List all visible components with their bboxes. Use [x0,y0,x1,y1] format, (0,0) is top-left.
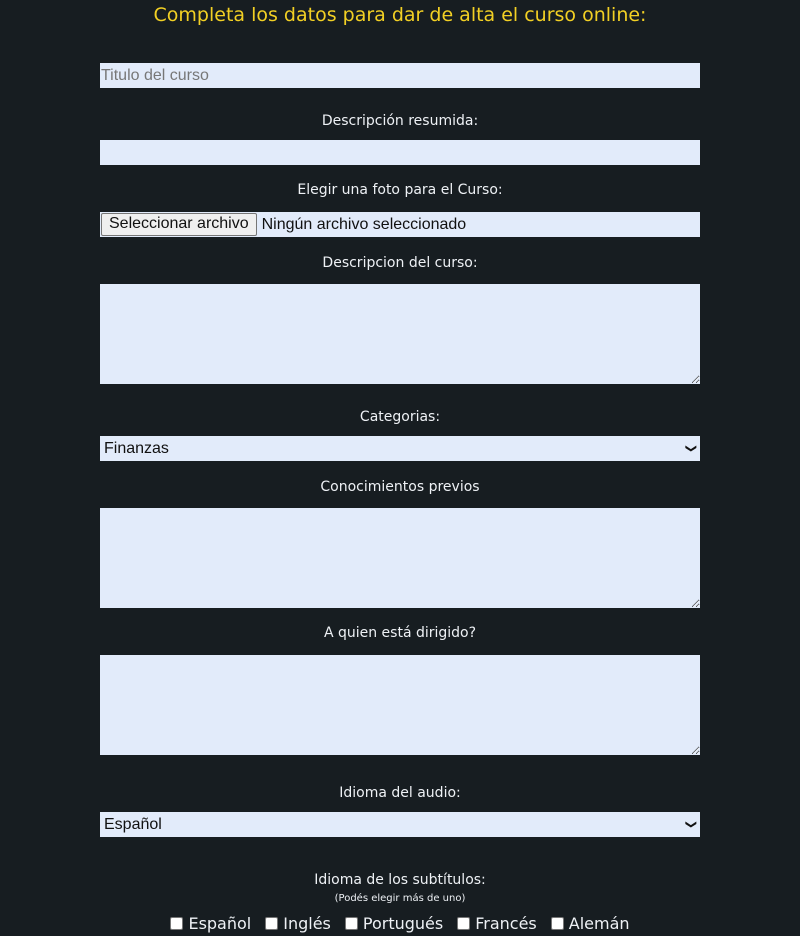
categories-label: Categorias: [359,409,441,425]
subtitle-option-ingles[interactable] [265,914,331,933]
course-description-label: Descripcion del curso: [322,255,478,271]
photo-file-input[interactable] [100,212,700,237]
course-description-textarea[interactable] [100,284,700,384]
checkbox[interactable] [265,917,278,930]
option-label: Portugués [362,914,444,933]
option-label: Español [188,914,252,933]
subtitle-option-aleman[interactable] [551,914,630,933]
prior-knowledge-label: Conocimientos previos [320,479,480,495]
subtitles-label: Idioma de los subtítulos: [314,872,486,888]
audio-language-select[interactable] [100,812,700,837]
option-label: Inglés [283,914,331,933]
photo-label: Elegir una foto para el Curso: [297,182,503,198]
subtitles-checkboxes [0,914,800,933]
chevron-down-icon: ❯ [684,443,697,454]
page-title: Completa los datos para dar de alta el curso online: [153,4,647,26]
subtitle-option-portugues[interactable] [345,914,443,933]
subtitles-hint: (Podés elegir más de uno) [334,893,466,904]
checkbox[interactable] [345,917,358,930]
subtitle-option-espanol[interactable] [170,914,251,933]
categories-selected: Finanzas [104,439,169,457]
audio-language-selected: Español [104,815,162,833]
chevron-down-icon: ❯ [684,819,697,830]
file-status: Ningún archivo seleccionado [261,215,467,233]
categories-select[interactable] [100,436,700,461]
checkbox[interactable] [457,917,470,930]
checkbox[interactable] [170,917,183,930]
audio-language-label: Idioma del audio: [339,785,461,801]
short-description-label: Descripción resumida: [321,113,479,129]
option-label: Alemán [568,914,630,933]
select-file-button[interactable]: Seleccionar archivo [101,213,257,236]
audience-label: A quien está dirigido? [323,625,477,641]
short-description-input[interactable] [100,140,700,165]
checkbox[interactable] [551,917,564,930]
subtitle-option-frances[interactable] [457,914,537,933]
audience-textarea[interactable] [100,655,700,755]
prior-knowledge-textarea[interactable] [100,508,700,608]
course-title-input[interactable] [100,63,700,88]
option-label: Francés [475,914,537,933]
